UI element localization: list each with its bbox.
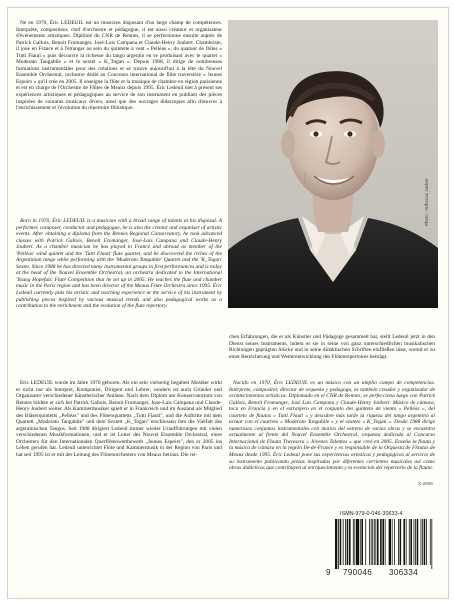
barcode-bar bbox=[372, 519, 373, 565]
barcode-bar bbox=[354, 519, 355, 565]
barcode-bar bbox=[421, 519, 422, 565]
barcode-bar bbox=[360, 519, 361, 565]
barcode bbox=[333, 519, 435, 569]
barcode-bar bbox=[415, 519, 416, 565]
barcode-bar bbox=[375, 519, 376, 565]
barcode-bar bbox=[398, 519, 399, 565]
barcode-bar bbox=[335, 519, 337, 569]
barcode-bar bbox=[424, 519, 426, 565]
barcode-bar bbox=[380, 519, 382, 565]
ismn-label: ISMN-979-0-046-30633-4 bbox=[340, 511, 403, 517]
barcode-bar bbox=[347, 519, 349, 565]
biography-spanish bbox=[229, 380, 435, 475]
bio-text-english: Born in 1970, Éric LEDEUIL is a musician with a broad range of talents at his disposal. A performer, composer, conductor and pedagogue, he is also the creator and organiser of artistic events. After obtaining a diploma from the Rennes Regional Conservatory, he took advanced classes with Patrick Gallois, Benoît Fromanger, José-Luis Campana and Claude-Henry Joubert. As a chamber musician he has played in France and abroad as member of the 'Pelléas' wind quintet and the 'Tutti Flauti' flute quartet, and he discovered the riches of the Argentinian tango while performing with the 'Moderato Tangabile' Quartet and the 'K_Togan' Sextet. Since 1988 he has directed many instrumental groups in first performances and is today at the head of the Nouvel Ensemble Orchestral, an orchestra dedicated to the International 'Young Hopefuls' Flute Competition that he set up in 2005. He teaches the flute and chamber music in the Paris region and has been director of the Meaux Flute Orchestra since 1995. Éric Ledeuil currently puts his artistic and teaching experience at the service of his instrument by publishing pieces inspired by various musical trends and also pedagogical works as a contribution to the enrichment and the evolution of the flute repertory. bbox=[16, 218, 222, 310]
barcode-bar bbox=[422, 519, 423, 565]
barcode-bar bbox=[392, 519, 393, 565]
barcode-bar bbox=[345, 519, 346, 565]
catalog-code: X-2009 bbox=[418, 481, 433, 486]
barcode-bar bbox=[374, 519, 375, 565]
barcode-bar bbox=[365, 519, 366, 565]
barcode-bar bbox=[430, 519, 431, 565]
barcode-digit-lead: 9 bbox=[326, 568, 331, 577]
bio-text-german-part1: Eric LEDEUIL wurde im Jahre 1970 geboren. Als ein sehr vielseitig begabter Musiker wirkt er nicht nur als Interpret, Komponist, Dirigent und Lehrer, sondern ist auch Gründer und Organisator verschiedener künstlerischer Anlässe. Nach dem Diplom am Konservatorium von Rennes bildete er sich bei Patrick Gallois, Benoit Fromanger, Jose-Luis Campana und Claude-Henry Joubert weiter. Als Kammermusiker spielt er in Frankreich und im Ausland als Mitglied des Bläserquintetts „Pelléas" und des Flötenquartetts „Tutti Flauti", und die Auftritte mit dem Quartett „Moderato Tangabile" und dem Sextett „K_Togan" erschlossen ihm die Vielfalt des argentinischen Tangos. Seit 1988 dirigiert Ledeuil immer wieder Uraufführungen mit vielen verschiedenen Musikformationen, und er ist Leiter des Nouvel Ensemble Orchestral, eines Orchesters für den Internationalen Querflötenwettbewerb „Jeunes Espoirs", den er 2005 ins Leben gerufen hat. Ledeuil unterrichtet Flöte und Kammermusik in der Region von Paris und hat seit 1995 ist er mit der Leitung des Flötenorchesters von Meaux betraut. Die rei- bbox=[16, 380, 222, 459]
barcode-bar bbox=[382, 519, 384, 565]
biography-french bbox=[16, 20, 222, 115]
bio-text-german-part2: chen Erfahrungen, die er als Künstler und Pädagoge gesammelt hat, stellt Ledeuil jetzt in den Dienst seines Instruments, indem er sie in seine von ganz unterschiedlichen musikalischen Richtungen geprägten Stücke und in seine didaktischen Schriften einfließen lässt, womit er zu einer Bereicherung und Weiterentwicklung des Flötenrepertoires beiträgt. bbox=[229, 334, 435, 360]
composer-portrait-photo bbox=[228, 20, 438, 308]
barcode-bar bbox=[340, 519, 342, 565]
barcode-bar bbox=[426, 519, 427, 565]
barcode-bar bbox=[403, 519, 405, 565]
barcode-bar bbox=[356, 519, 359, 565]
barcode-bar bbox=[377, 519, 379, 565]
photo-credit: Photo : Arthousz Jacker bbox=[424, 178, 429, 226]
barcode-bar bbox=[406, 519, 407, 565]
barcode-digits-left: 790046 bbox=[343, 568, 373, 577]
barcode-bar bbox=[361, 519, 363, 565]
barcode-bar bbox=[371, 519, 372, 565]
barcode-bar bbox=[338, 519, 339, 569]
biography-german-continued bbox=[229, 334, 435, 363]
barcode-bar bbox=[385, 519, 386, 565]
barcode-bar bbox=[400, 519, 402, 565]
barcode-bar bbox=[353, 519, 354, 565]
barcode-bar bbox=[431, 519, 432, 569]
barcode-bar bbox=[409, 519, 410, 565]
barcode-digits-right: 306334 bbox=[389, 568, 419, 577]
barcode-bar bbox=[414, 519, 415, 565]
biography-german bbox=[16, 380, 222, 462]
barcode-bar bbox=[389, 519, 391, 565]
bio-text-french: Né en 1970, Éric LEDEUIL est un musicien disposant d'un large champ de compétences. Interprète, compositeur, chef d'orchestre et pédagogue, il est aussi créateur et organisateur d'événements artistiques. Diplômé du CNR de Rennes, il se perfectionne ensuite auprès de Patrick Gallois, Benoit Fromanger, José-Luis Campana et Claude-Henry Joubert. Chambriste, il joue en France et à l'étranger au sein du quintette à vent « Pelléas », du quatuor de flûtes « Tutti Flauti » puis découvre la richesse du tango argentin en se produisant avec le quartet « Moderato Tangabile » et le sextet « K_Togan ». Depuis 1988, il dirige de nombreuses formations instrumentales pour des créations et se trouve aujourd'hui à la tête du Nouvel Ensemble Orchestral, orchestre dédié au Concours international de flûte traversière « Jeunes Espoirs » qu'il crée en 2005. Il enseigne la flûte et la musique de chambre en région parisienne et est en charge de l'Orchestre de Flûtes de Meaux depuis 1995. Éric Ledeuil met à présent ses expériences artistiques et pédagogiques au service de son instrument en publiant des pièces inspirées de courants musicaux divers, ainsi que des ouvrages didactiques afin d'œuvrer à l'enrichissement et l'évolution du répertoire flûtistique. bbox=[16, 20, 222, 112]
portrait-image bbox=[228, 20, 438, 308]
bio-text-spanish: Nacido en 1970, Éric LEDEUIL es un músico con un amplio campo de competencias. Intérprete, compositor, director de orquesta y pedagogo, es también creador y organizador de acontecimientos artísticos. Diplomado en el CNR de Rennes, se perfecciona luego con Patrick Gallois, Benoît Fromanger, José Luis Campana y Claude-Henry Joubert. Músico de cámara, toca en Francia y en el extranjero en el conjunto des quinteto de viento « Pelléas », del cuarteto de flautas « Tutti Flauti » y descubre más tarde la riqueza del tango argentino al actuar con el cuarteto « Moderato Tangabile » y el sexteto « K_Togan ». Desde 1988 dirige numerosos conjuntos instrumentales con motivo del estreno de varias obras y se encuentra actualmente al frente del Nouvel Ensemble Orchestral, orquesta dedicada al Concurso Internacional de Flauta Travesera « Jóvenes Talentos » que creó en 2005. Enseña la flauta y la música de cámara en la región Ile-de-France y es responsable de la Orquesta de Flautas de Meaux desde 1995. Éric Ledeuil pone sus experiencias artísticas y pedagógicas al servicio de su instrumento publicando piezas inspiradas por diferentes corrientes musicales así como obras didácticas que contribuyen al enriquecimiento y la evolución del repertorio de la flauta. bbox=[229, 380, 435, 472]
barcode-bar bbox=[417, 519, 419, 565]
barcode-bar bbox=[343, 519, 344, 565]
barcode-bar bbox=[410, 519, 412, 565]
barcode-bar bbox=[349, 519, 351, 565]
barcode-bars bbox=[335, 519, 432, 569]
biography-english bbox=[16, 218, 222, 313]
barcode-bar bbox=[369, 519, 370, 565]
barcode-bar bbox=[394, 519, 395, 565]
